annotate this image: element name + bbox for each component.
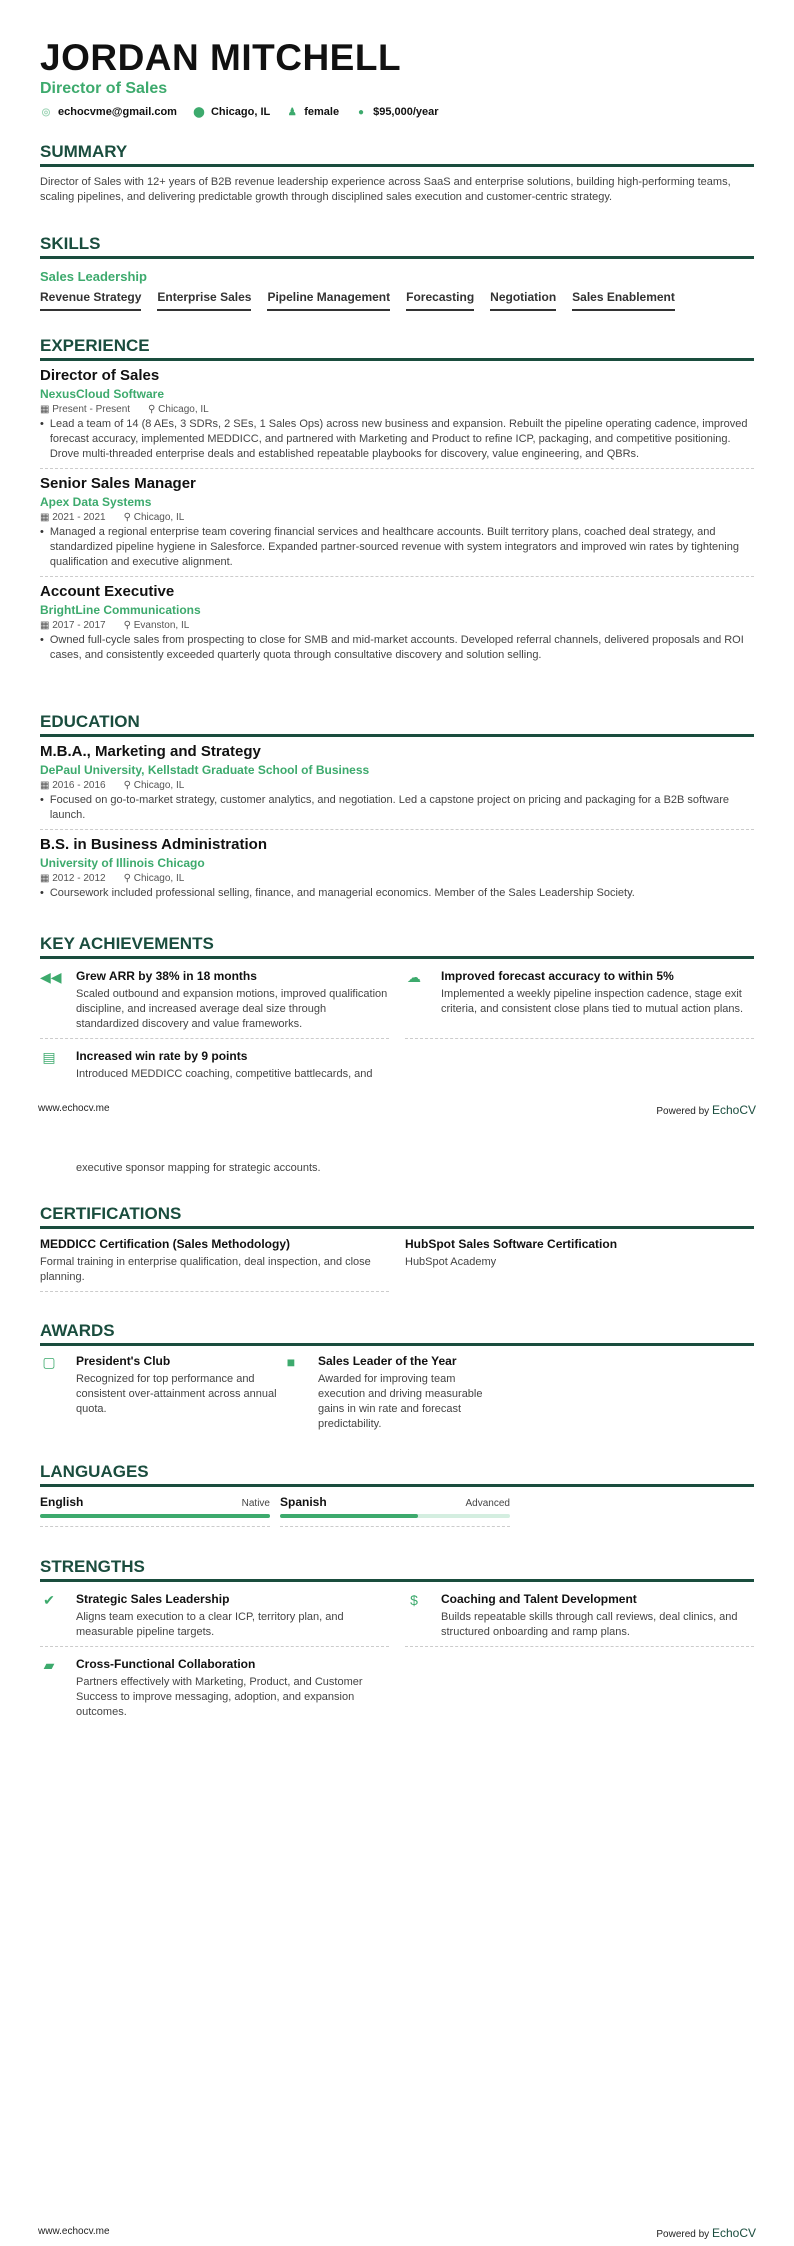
- money-icon: ●: [358, 106, 365, 118]
- section-heading: SKILLS: [40, 234, 754, 259]
- achievement-item: [405, 959, 754, 1039]
- education-entry: [40, 836, 754, 907]
- location-pin-icon: ⚲: [123, 620, 134, 631]
- location-pin-icon: ⚲: [148, 404, 159, 415]
- section-heading: KEY ACHIEVEMENTS: [40, 934, 754, 959]
- rewind-icon: ◀◀: [40, 969, 62, 985]
- section-heading: AWARDS: [40, 1321, 754, 1346]
- company: BrightLine Communications: [40, 603, 201, 617]
- skill-tag: Sales Enablement: [572, 290, 675, 311]
- page-footer: [38, 2226, 756, 2240]
- cloud-icon: ☁: [407, 969, 421, 985]
- calendar-icon: ▦: [40, 404, 53, 415]
- achievement-title: Grew ARR by 38% in 18 months: [76, 969, 257, 983]
- skill-tag: Negotiation: [490, 290, 556, 311]
- company: NexusCloud Software: [40, 387, 165, 401]
- section-heading: CERTIFICATIONS: [40, 1204, 754, 1229]
- school: University of Illinois Chicago: [40, 856, 205, 870]
- experience-entry: [40, 583, 754, 669]
- section-heading: EDUCATION: [40, 712, 754, 737]
- file-dollar-icon: $: [410, 1592, 418, 1608]
- bullet-text: Focused on go-to-market strategy, customer analytics, and negotiation. Led a capstone project on pricing and packaging for a B2B software launch.: [49, 794, 729, 821]
- certification-title: HubSpot Sales Software Certification: [405, 1237, 618, 1251]
- strength-text: Partners effectively with Marketing, Product, and Customer Success to improve messaging, adoption, and expansion outcomes.: [76, 1676, 363, 1718]
- bullet-text: Lead a team of 14 (8 AEs, 3 SDRs, 2 SEs, 1 Sales Ops) across new business and expansion. Rebuilt the pipeline operating cadence, improved forecast accuracy, implemented MEDDICC, and partnered with Marketing and Product to refine ICP, packaging, and competitive positioning. Drove multi-threaded enterprise deals and established repeatable playbooks for discovery, value engineering, and QBRs.: [49, 418, 748, 460]
- section-heading: LANGUAGES: [40, 1462, 754, 1487]
- email[interactable]: echocvme@gmail.com: [58, 106, 177, 118]
- location: Evanston, IL: [133, 620, 190, 631]
- dates: 2012 - 2012: [52, 873, 106, 884]
- dates: 2021 - 2021: [52, 512, 106, 523]
- languages-section: [40, 1462, 754, 1527]
- job-title: Director of Sales: [40, 367, 160, 384]
- achievement-title: Improved forecast accuracy to within 5%: [441, 969, 674, 983]
- language-item: [40, 1487, 270, 1527]
- achievement-text: Scaled outbound and expansion motions, improved qualification discipline, and increased average deal size through standardized discovery and value frameworks.: [76, 988, 388, 1030]
- bullet-icon: •: [40, 418, 44, 430]
- location: Chicago, IL: [133, 780, 185, 791]
- certifications-section: [40, 1204, 754, 1292]
- achievement-item: [40, 959, 389, 1039]
- section-heading: EXPERIENCE: [40, 336, 754, 361]
- certification-text: HubSpot Academy: [405, 1256, 497, 1268]
- skill-tags: [40, 290, 754, 311]
- bullet-icon: •: [40, 526, 44, 538]
- check-circle-icon: ✔: [43, 1592, 55, 1608]
- section-heading: SUMMARY: [40, 142, 754, 167]
- summary-text: Director of Sales with 12+ years of B2B revenue leadership experience across SaaS and enterprise solutions, building high-performing teams, scaling pipelines, and delivering predictable growth through disciplined sales execution and customer-centric strategy.: [40, 176, 731, 203]
- language-name: English: [40, 1495, 84, 1509]
- bookmark-icon: ▢: [42, 1354, 56, 1370]
- achievement-item: [40, 1039, 389, 1088]
- bullet-icon: •: [40, 634, 44, 646]
- location: Chicago, IL: [210, 106, 271, 118]
- calendar-icon: ▦: [40, 780, 53, 791]
- achievements-section: [40, 934, 754, 1088]
- experience-entry: [40, 367, 754, 469]
- summary-section: [40, 142, 754, 205]
- location-pin-icon: ⚲: [123, 873, 134, 884]
- language-bar: [280, 1514, 510, 1518]
- bullet-icon: •: [40, 887, 44, 899]
- award-item: [40, 1354, 282, 1438]
- gender: female: [304, 106, 340, 118]
- strength-title: Cross-Functional Collaboration: [76, 1657, 256, 1671]
- achievement-text: Introduced MEDDICC coaching, competitive battlecards, and: [76, 1068, 373, 1080]
- strength-title: Coaching and Talent Development: [441, 1592, 637, 1606]
- awards-section: [40, 1321, 754, 1438]
- at-icon: ◎: [41, 106, 51, 118]
- achievement-text-continued: executive sponsor mapping for strategic accounts.: [76, 1162, 321, 1174]
- footer-brand[interactable]: EchoCV: [711, 2226, 756, 2240]
- award-text: Awarded for improving team execution and driving measurable gains in win rate and forecast predictability.: [318, 1373, 483, 1430]
- achievement-text: Implemented a weekly pipeline inspection cadence, stage exit criteria, and consistent close plans tied to mutual action plans.: [441, 988, 744, 1015]
- bullet-text: Owned full-cycle sales from prospecting to close for SMB and mid-market accounts. Developed referral channels, delivered proposals and ROI cases, and consistently exceeded quarterly quota through consultative discovery and solution selling.: [49, 634, 744, 661]
- certification-item: [405, 1237, 754, 1292]
- job-title: Account Executive: [40, 583, 175, 600]
- school: DePaul University, Kellstadt Graduate School of Business: [40, 763, 370, 777]
- award-item: [282, 1354, 502, 1438]
- language-bar-fill: [40, 1514, 270, 1518]
- footer-powered: Powered by: [656, 1106, 710, 1117]
- header: [40, 38, 754, 118]
- language-level: Advanced: [465, 1498, 510, 1509]
- location-pin-icon: ⚲: [123, 512, 134, 523]
- strengths-section: [40, 1557, 754, 1726]
- bullet-icon: •: [40, 794, 44, 806]
- footer-brand[interactable]: EchoCV: [711, 1103, 756, 1117]
- page-footer: [38, 1103, 756, 1117]
- award-text: Recognized for top performance and consistent over-attainment across annual quota.: [76, 1373, 277, 1415]
- user-icon: ♟: [287, 106, 297, 118]
- degree: M.B.A., Marketing and Strategy: [40, 743, 261, 760]
- achievement-title: Increased win rate by 9 points: [76, 1049, 248, 1063]
- candidate-name: JORDAN MITCHELL: [40, 37, 402, 78]
- language-item: [280, 1487, 510, 1527]
- dates: Present - Present: [52, 404, 131, 415]
- award-title: President's Club: [76, 1354, 171, 1368]
- skills-section: [40, 234, 754, 311]
- dates: 2016 - 2016: [52, 780, 106, 791]
- strength-item: [405, 1582, 754, 1647]
- calendar-icon: ▦: [40, 512, 53, 523]
- clipboard-icon: ▤: [42, 1049, 56, 1065]
- skill-tag: Enterprise Sales: [157, 290, 251, 311]
- certification-item: [40, 1237, 389, 1292]
- contact-info: [40, 106, 754, 118]
- education-section: [40, 712, 754, 913]
- education-entry: [40, 743, 754, 830]
- location-pin-icon: ⬤: [193, 106, 205, 118]
- language-level: Native: [241, 1498, 270, 1509]
- bullet-text: Managed a regional enterprise team covering financial services and healthcare accounts. Built territory plans, coached deal strategy, and standardized pipeline hygiene in Salesforce. Expanded partner-sourced revenue with system integrators and improved win rates by tightening qualification and executive alignment.: [49, 526, 739, 568]
- experience-entry: [40, 475, 754, 577]
- bullet-text: Coursework included professional selling, finance, and managerial economics. Member of the Sales Leadership Society.: [49, 887, 635, 899]
- location: Chicago, IL: [158, 404, 209, 415]
- certification-text: Formal training in enterprise qualification, deal inspection, and close planning.: [40, 1256, 371, 1283]
- company: Apex Data Systems: [40, 495, 152, 509]
- certification-title: MEDDICC Certification (Sales Methodology): [40, 1237, 291, 1251]
- award-title: Sales Leader of the Year: [318, 1354, 457, 1368]
- location-pin-icon: ⚲: [123, 780, 134, 791]
- footer-site[interactable]: www.echocv.me: [38, 1103, 110, 1114]
- experience-section: [40, 336, 754, 675]
- skill-tag: Forecasting: [406, 290, 474, 311]
- location: Chicago, IL: [133, 512, 185, 523]
- skill-group: Sales Leadership: [40, 269, 147, 284]
- job-title: Senior Sales Manager: [40, 475, 196, 492]
- strength-item: [40, 1582, 389, 1647]
- strength-text: Builds repeatable skills through call reviews, deal clinics, and structured onboarding and ramp plans.: [441, 1611, 738, 1638]
- degree: B.S. in Business Administration: [40, 836, 267, 853]
- briefcase-icon: ■: [286, 1354, 296, 1370]
- comment-icon: ▰: [43, 1657, 55, 1673]
- language-name: Spanish: [280, 1495, 327, 1509]
- salary: $95,000/year: [373, 106, 439, 118]
- location: Chicago, IL: [133, 873, 185, 884]
- language-bar-fill: [280, 1514, 418, 1518]
- footer-site[interactable]: www.echocv.me: [38, 2226, 110, 2237]
- skill-tag: Revenue Strategy: [40, 290, 141, 311]
- strength-title: Strategic Sales Leadership: [76, 1592, 230, 1606]
- calendar-icon: ▦: [40, 620, 53, 631]
- dates: 2017 - 2017: [52, 620, 106, 631]
- calendar-icon: ▦: [40, 873, 53, 884]
- strength-item: [40, 1647, 389, 1726]
- skill-tag: Pipeline Management: [267, 290, 390, 311]
- section-heading: STRENGTHS: [40, 1557, 754, 1582]
- footer-powered: Powered by: [656, 2229, 710, 2240]
- strength-text: Aligns team execution to a clear ICP, territory plan, and measurable pipeline targets.: [76, 1611, 344, 1638]
- candidate-title: Director of Sales: [40, 80, 168, 97]
- language-bar: [40, 1514, 270, 1518]
